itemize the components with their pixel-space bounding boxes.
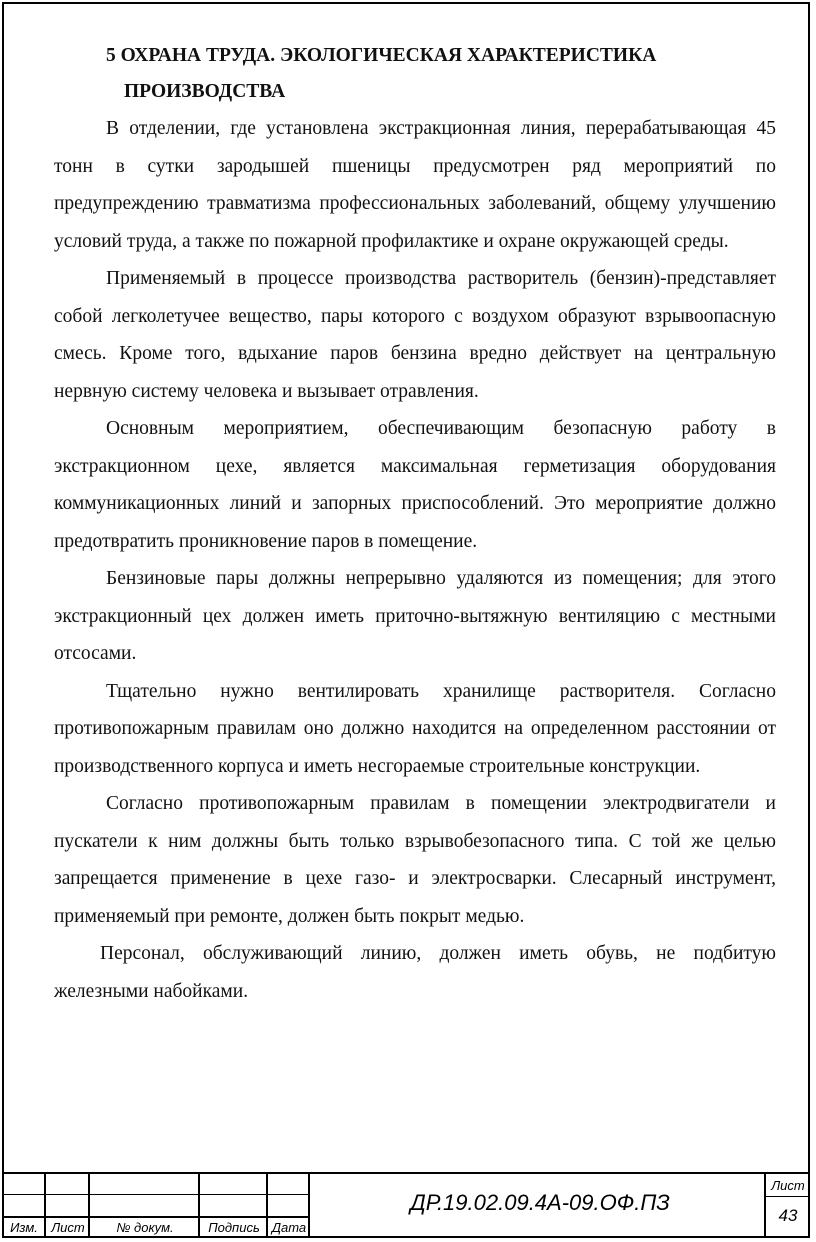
- sheet-number: 43: [778, 1206, 798, 1225]
- heading-line-1: 5 ОХРАНА ТРУДА. ЭКОЛОГИЧЕСКАЯ ХАРАКТЕРИСТИКА: [106, 45, 657, 66]
- heading-line-2: ПРОИЗВОДСТВА: [124, 81, 286, 102]
- paragraph: Персонал, обслуживающий линию, должен иметь обувь, не подбитую железными набойками.: [54, 943, 776, 1002]
- label-sheet: Лист: [51, 1220, 85, 1235]
- label-date: Дата: [271, 1220, 307, 1235]
- title-block: [2, 1172, 810, 1240]
- paragraph: Бензиновые пары должны непрерывно удаляются из помещения; для этого экстракционный цех должен иметь приточно-вытяжную вентиляцию с местными отсосами.: [54, 568, 776, 664]
- stamp-row-line: [766, 1196, 810, 1197]
- document-code: ДР.19.02.09.4А-09.ОФ.ПЗ: [410, 1190, 670, 1215]
- document-body: [54, 38, 776, 1010]
- paragraph: Тщательно нужно вентилировать хранилище растворителя. Согласно противопожарным правилам оно должно находится на определенном расстоянии от производственного корпуса и иметь несгораемые строительные конструкции.: [54, 680, 776, 777]
- label-doc-no: № докум.: [116, 1220, 174, 1235]
- paragraph: Согласно противопожарным правилам в помещении электродвигатели и пускатели к ним должны быть только взрывобезопасного типа. С той же целью запрещается применение в цехе газо- и электросварки. Слесарный инструмент, применяемый при ремонте, должен быть покрыт медью.: [54, 793, 776, 927]
- paragraph: Основным мероприятием, обеспечивающим безопасную работу в экстракционном цехе, является максимальная герметизация оборудования коммуникационных линий и запорных приспособлений. Это мероприятие должно предотвратить проникновение паров в помещение.: [54, 418, 776, 552]
- paragraph: Применяемый в процессе производства растворитель (бензин)-представляет собой легколетучее вещество, пары которого с воздухом образуют взрывоопасную смесь. Кроме того, вдыхание паров бензина вредно действует на центральную нервную систему человека и вызывает отравления.: [54, 268, 776, 402]
- sheet-label: Лист: [771, 1178, 805, 1193]
- section-heading: [54, 38, 776, 110]
- paragraph: В отделении, где установлена экстракционная линия, перерабатывающая 45 тонн в сутки зародышей пшеницы предусмотрен ряд мероприятий по предупреждению травматизма профессиональных заболеваний, общему улучшению условий труда, а также по пожарной профилактике и охране окружающей среды.: [54, 118, 776, 252]
- label-signature: Подпись: [208, 1220, 260, 1235]
- label-change: Изм.: [10, 1220, 38, 1235]
- stamp-row-line: [2, 1194, 310, 1195]
- stamp-row-line: [2, 1216, 310, 1218]
